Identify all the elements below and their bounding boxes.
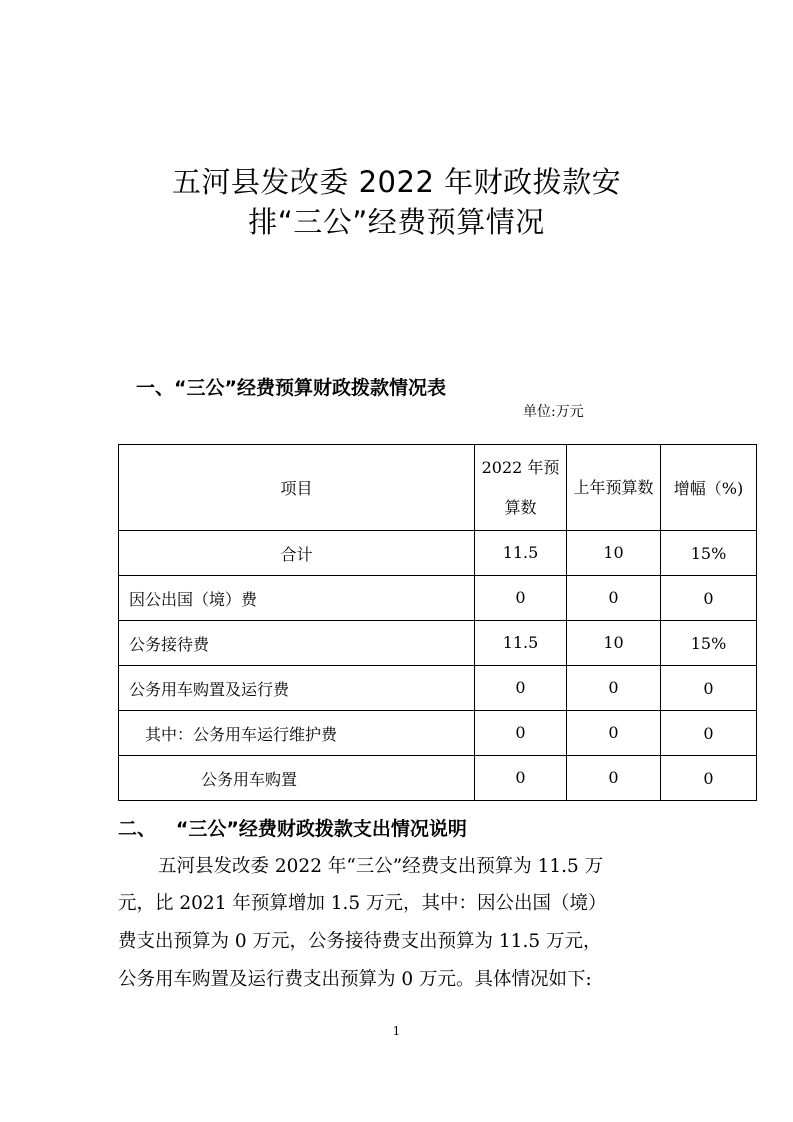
section-2-heading: 二、 “三公”经费财政拨款支出情况说明 (118, 818, 467, 840)
row-growth: 15% (661, 531, 757, 576)
row-budget-2022: 11.5 (475, 531, 567, 576)
row-last-year: 0 (567, 756, 661, 801)
page-title-line-2: 排“三公”经费预算情况 (248, 205, 545, 239)
row-growth: 0 (661, 576, 757, 621)
table-row (119, 666, 757, 711)
paragraph-line: 元，比 2021 年预算增加 1.5 万元，其中：因公出国（境） (118, 893, 607, 914)
row-last-year: 0 (567, 711, 661, 756)
section-1-heading: 一、“三公”经费预算财政拨款情况表 (136, 377, 446, 399)
row-last-year: 0 (567, 666, 661, 711)
row-last-year: 10 (567, 531, 661, 576)
page-number: 1 (392, 1024, 401, 1038)
row-name: 公务接待费 (119, 621, 475, 666)
paragraph-line: 费支出预算为 0 万元，公务接待费支出预算为 11.5 万元， (118, 931, 602, 952)
row-last-year: 10 (567, 621, 661, 666)
row-last-year: 0 (567, 576, 661, 621)
table-row (119, 756, 757, 801)
row-name: 其中：公务用车运行维护费 (119, 711, 475, 756)
row-growth: 0 (661, 756, 757, 801)
row-name: 公务用车购置及运行费 (119, 666, 475, 711)
row-name: 合计 (119, 531, 475, 576)
row-growth: 15% (661, 621, 757, 666)
header-item: 项目 (119, 445, 475, 531)
row-name: 公务用车购置 (119, 756, 475, 801)
table-row (119, 531, 757, 576)
row-growth: 0 (661, 666, 757, 711)
paragraph-line: 公务用车购置及运行费支出预算为 0 万元。具体情况如下: (118, 969, 592, 990)
row-growth: 0 (661, 711, 757, 756)
table-row (119, 576, 757, 621)
header-budget-2022: 2022 年预算数 (475, 445, 567, 531)
row-budget-2022: 0 (475, 666, 567, 711)
row-budget-2022: 11.5 (475, 621, 567, 666)
row-name: 因公出国（境）费 (119, 576, 475, 621)
header-growth: 增幅（%) (661, 445, 757, 531)
table-header-row (119, 445, 757, 531)
paragraph-line: 五河县发改委 2022 年“三公”经费支出预算为 11.5 万 (158, 856, 604, 877)
unit-label: 单位:万元 (523, 404, 584, 420)
header-last-year: 上年预算数 (567, 445, 661, 531)
table-row (119, 621, 757, 666)
budget-table (118, 444, 757, 801)
row-budget-2022: 0 (475, 711, 567, 756)
row-budget-2022: 0 (475, 756, 567, 801)
page-title-line-1: 五河县发改委 2022 年财政拨款安 (171, 165, 622, 199)
table-row (119, 711, 757, 756)
row-budget-2022: 0 (475, 576, 567, 621)
